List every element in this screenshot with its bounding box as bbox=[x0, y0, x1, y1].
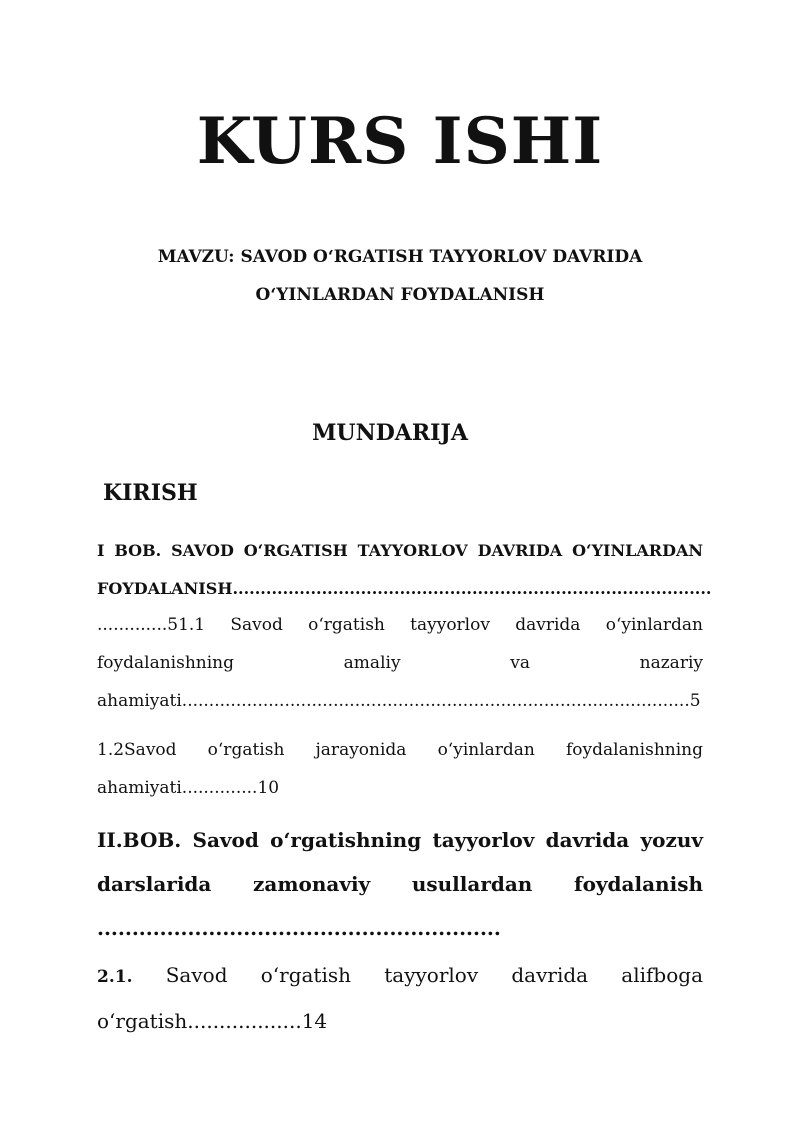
toc-section-1-1-line-3: ahamiyati..............................................................................................5 bbox=[97, 691, 701, 711]
toc-section-1-2-line-2: ahamiyati..............10 bbox=[97, 778, 280, 798]
topic-heading bbox=[100, 238, 700, 314]
toc-chapter-2-line-2: darslarida zamonaviy usullardan foydalanish bbox=[97, 872, 703, 896]
contents-heading: MUNDARIJA bbox=[312, 420, 468, 446]
toc-section-1-1-line-2: foydalanishning amaliy va nazariy bbox=[97, 653, 703, 673]
toc-section-1-2 bbox=[97, 731, 703, 807]
toc-chapter-1 bbox=[97, 532, 712, 608]
toc-chapter-1-line-2: FOYDALANISH...................................................................................... bbox=[97, 579, 712, 598]
topic-line-1: MAVZU: SAVOD O‘RGATISH TAYYORLOV DAVRIDA bbox=[157, 247, 643, 267]
toc-chapter-2-line-3: .......................................................... bbox=[97, 916, 501, 940]
toc-chapter-2 bbox=[97, 818, 703, 950]
toc-section-1-2-line-1: 1.2Savod o‘rgatish jarayonida o‘yinlardan foydalanishning bbox=[97, 740, 703, 760]
toc-section-2-1-line-1 bbox=[97, 953, 703, 999]
toc-section-2-1-number: 2.1. bbox=[97, 967, 133, 987]
toc-section-2-1 bbox=[97, 953, 703, 1043]
toc-section-1-1-line-1: .............51.1 Savod o‘rgatish tayyorlov davrida o‘yinlardan bbox=[97, 615, 703, 635]
toc-section-1-1 bbox=[97, 606, 703, 720]
toc-chapter-1-line-1: I BOB. SAVOD O‘RGATISH TAYYORLOV DAVRIDA O‘YINLARDAN bbox=[97, 541, 703, 560]
toc-section-2-1-title: Savod o‘rgatish tayyorlov davrida alifboga bbox=[165, 963, 703, 987]
page-title: KURS ISHI bbox=[196, 104, 604, 179]
topic-line-2: O‘YINLARDAN FOYDALANISH bbox=[255, 285, 545, 305]
toc-section-2-1-line-2: o‘rgatish..................14 bbox=[97, 1009, 328, 1033]
toc-chapter-2-line-1: II.BOB. Savod o‘rgatishning tayyorlov davrida yozuv bbox=[97, 828, 703, 852]
toc-intro: KIRISH bbox=[103, 480, 198, 506]
